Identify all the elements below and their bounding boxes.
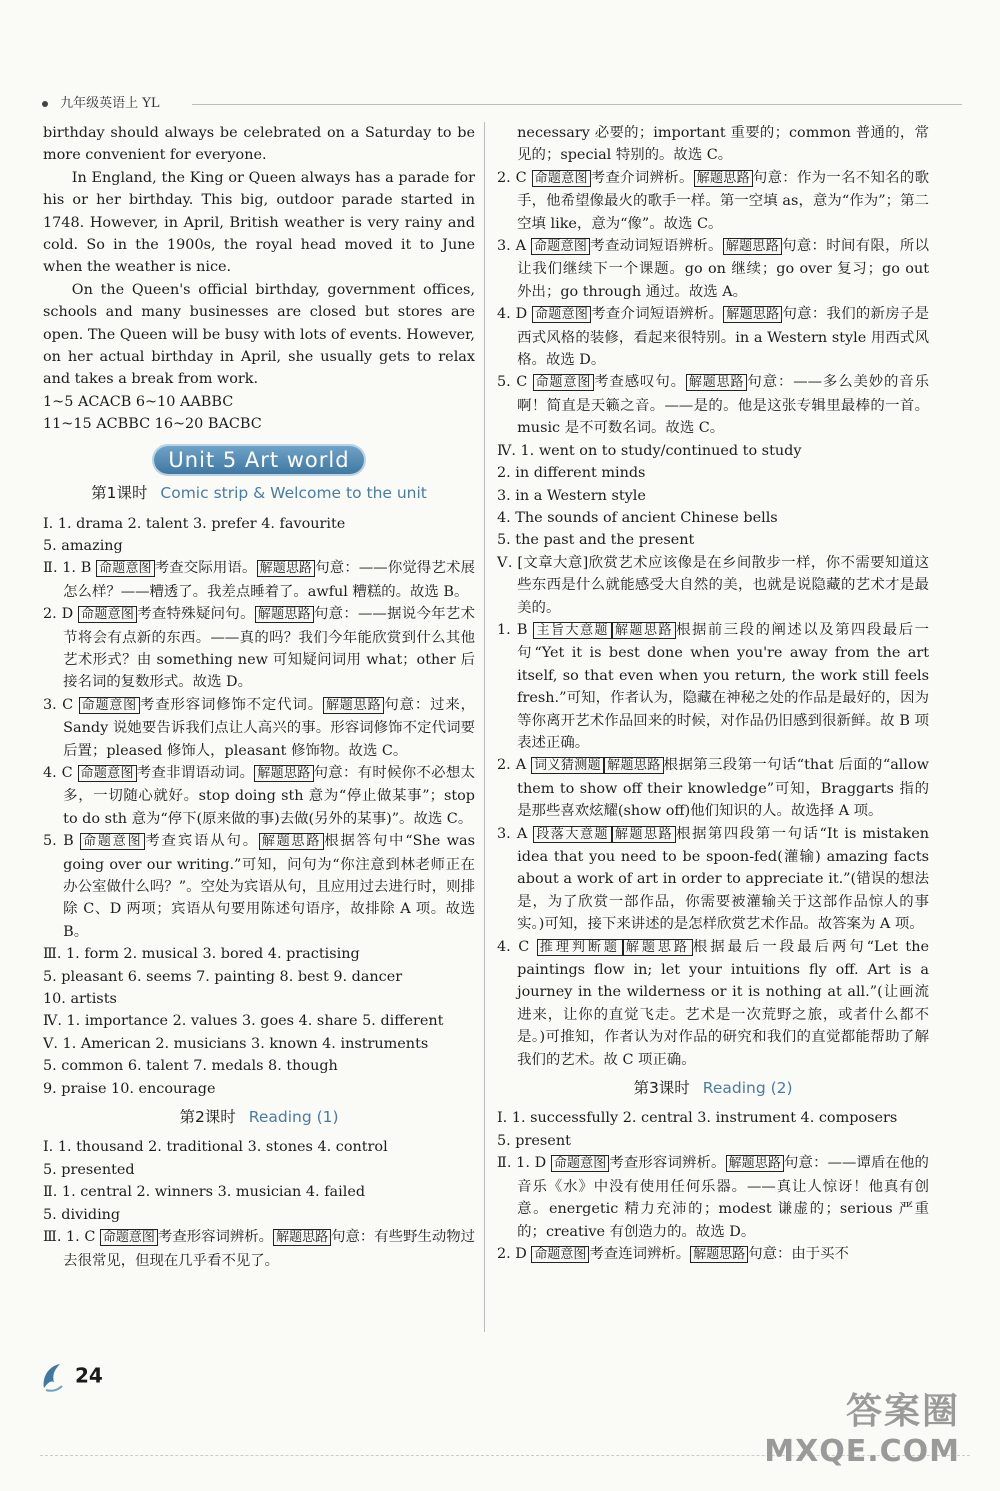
lesson-heading [497,1077,929,1099]
left-column [43,122,475,1272]
explanation-item: Ⅲ. 1. C 命题意图 考查形容词辨析。 解题思路 句意：有些野生动物过去很常见，但现在几乎看不见了。 [43,1229,476,1269]
explanation-item: 1. B 主旨大意题 解题思路 根据前三段的阐述以及第四段最后一句“Yet it is best done when you're away from the art itself, so that even when you return, the work still feels fresh.”可知，作者认为，隐藏在神秘之处的作品是最好的，因为等你离开艺术作品回来的时候，对作品仍旧感到很新鲜。故 B 项表述正确。 [497,621,929,751]
explanation-item: 3. C 命题意图 考查形容词修饰不定代词。 解题思路 句意：过来，Sandy 说她要告诉我们点让人高兴的事。形容词修饰不定代词要后置；pleased 修饰人，pleasant 修饰物。故选 C。 [43,696,475,759]
header-title: 九年级英语上 YL [60,96,160,111]
lesson-number: 第2课时 [179,1108,236,1127]
answer-line: Ⅰ. 1. thousand 2. traditional 3. stones 4. control [43,1139,388,1156]
explanation-item: 3. A 段落大意题 解题思路 根据第四段第一句话“It is mistaken idea that you need to be spoon-fed(灌输) amazing facts about a work of art in order to appreciate it.”(错误的想法是，为了欣赏一部作品，你需要被灌输关于这部作品惊人的事实。)可知，接下来讲述的是怎样欣赏艺术作品。故答案为 A 项。 [497,825,929,933]
explanation-item: 5. B 命题意图 考查宾语从句。 解题思路 根据答句中“She was going over our writing.”可知，问句为“你注意到林老师正在办公室做什么吗？”。空处为宾语从句，且应用过去进行时，则排除 C、D 两项；宾语从句要用陈述句语序，故排除 A 项。故选 B。 [43,833,475,940]
answer-line: Ⅰ. 1. drama 2. talent 3. prefer 4. favourite [43,515,346,532]
explanation-item: 4. C 推理判断题 解题思路 根据最后一段最后两句“Let the paintings flow in; let your intuitions fly off. Art is a journey in the wilderness or it is nothing at all.”(让画流进来，让你的直觉飞走。艺术是一次荒野之旅，或者什么都不是。)可推知，作者认为对作品的研究和我们的直觉都能帮助了解我们的艺术。故 C 项正确。 [497,938,929,1068]
page-number [40,1360,103,1394]
explanation-item: 4. C 命题意图 考查非谓语动词。 解题思路 句意：有时候你不必想太多，一切随心就好。stop doing sth 意为“停止做某事”；stop to do sth 意为“停下(原来做的事)去做(另外的某事)”。故选 C。 [43,764,475,827]
explanation-item: 4. D 命题意图 考查介词短语辨析。 解题思路 句意：我们的新房子是西式风格的装修，看起来很特别。in a Western style 用西式风格。故选 D。 [497,306,929,369]
article-summary: Ⅴ. [文章大意]欣赏艺术应该像是在乡间散步一样，你不需要知道这些东西是什么就能感受大自然的美，也就是说隐藏的艺术才是最美的。 [497,554,929,616]
dolphin-logo-icon [40,1360,66,1394]
lesson-heading [43,482,475,504]
answer-line: 5. amazing [43,537,123,554]
explanation-item: 2. A 词义猜测题 解题思路 根据第三段第一句话“that 后面的“allow them to show off their knowledge”可知，Braggarts 指的是那些喜欢炫耀(show off)他们知识的人。故选择 A 项。 [497,757,929,820]
passage-paragraph: In England, the King or Queen always has a parade for his or her birthday. This big, outdoor parade started in 1748. However, in April, British weather is very rainy and cold. So in the 1900s, the royal head moved it to June when the weather is nice. [43,169,475,276]
unit-banner [43,446,475,474]
answer-line: Ⅲ. 1. form 2. musical 3. bored 4. practising [43,946,360,963]
lesson-title: Comic strip & Welcome to the unit [160,484,427,503]
answer-line: 5. presented [43,1161,135,1178]
lesson-number: 第1课时 [91,484,148,503]
page-number-text: 24 [74,1363,103,1388]
explanation-item: Ⅱ. 1. D 命题意图 考查形容词辨析。 解题思路 句意：——谭盾在他的音乐《水》中没有使用任何乐器。——真让人惊讶！他真有创意。energetic 精力充沛的；modest 谦虚的；serious 严重的；creative 有创造力的。故选 D。 [497,1155,929,1240]
passage-paragraph: On the Queen's official birthday, government offices, schools and many businesses are closed but stores are open. The Queen will be busy with lots of events. However, on her actual birthday in April, she usually gets to relax and takes a break from work. [43,281,475,388]
lesson-title: Reading (1) [248,1108,339,1127]
header-rule [192,104,962,105]
lesson-title: Reading (2) [702,1079,793,1098]
answer-line: 3. in a Western style [497,487,646,504]
answer-line: 5. the past and the present [497,532,695,549]
explanation-item: Ⅱ. 1. B 命题意图 考查交际用语。 解题思路 句意：——你觉得艺术展怎么样？——糟透了。我差点睡着了。awful 糟糕的。故选 B。 [43,560,475,600]
lesson-number: 第3课时 [633,1079,690,1098]
explanation-item: 2. C 命题意图 考查介词辨析。 解题思路 句意：作为一名不知名的歌手，他希望像最火的歌手一样。第一空填 as，意为“作为”；第二空填 like，意为“像”。故选 C。 [497,169,929,232]
answer-line: 10. artists [43,991,117,1008]
explanation-continued: necessary 必要的；important 重要的；common 普通的，常见的；special 特别的。故选 C。 [517,125,929,164]
answer-line: Ⅱ. 1. central 2. winners 3. musician 4. failed [43,1184,366,1201]
explanation-item: 2. D 命题意图 考查特殊疑问句。 解题思路 句意：——据说今年艺术节将会有点新的东西。——真的吗？我们今年能欣赏到什么其他艺术形式？由 something new 可知疑问词用 what；other 后接名词的复数形式。故选 D。 [43,606,475,691]
bullet-icon [42,101,48,107]
answer-key-line: 11~15 ACBBC 16~20 BACBC [43,416,262,433]
answer-line: 5. present [497,1132,571,1149]
right-column [497,122,929,1266]
explanation-item: 5. C 命题意图 考查感叹句。 解题思路 句意：——多么美妙的音乐啊！简直是天籁之音。——是的。他是这张专辑里最棒的一首。music 是不可数名词。故选 C。 [497,374,929,437]
answer-line: Ⅰ. 1. successfully 2. central 3. instrument 4. composers [497,1110,898,1127]
column-divider [484,122,485,1332]
answer-line: 4. The sounds of ancient Chinese bells [497,509,778,526]
answer-line: 5. common 6. talent 7. medals 8. though [43,1058,338,1075]
passage-paragraph: birthday should always be celebrated on a Saturday to be more convenient for everyone. [43,125,475,164]
running-header [42,92,962,114]
explanation-item: 3. A 命题意图 考查动词短语辨析。 解题思路 句意：时间有限，所以让我们继续下一个课题。go on 继续；go over 复习；go out 外出；go through 通过。故选 A。 [497,238,929,300]
watermark-title: 答案圈 [845,1391,960,1432]
watermark-site: MXQE.COM [764,1434,960,1469]
answer-line: Ⅴ. 1. American 2. musicians 3. known 4. instruments [43,1035,429,1052]
answer-line: 5. dividing [43,1206,121,1223]
answer-line: 2. in different minds [497,465,646,482]
answer-line: 9. praise 10. encourage [43,1080,216,1097]
watermark [764,1383,960,1469]
lesson-heading [43,1106,475,1128]
unit-title: Unit 5 Art world [154,446,363,474]
answer-key-line: 1~5 ACACB 6~10 AABBC [43,393,234,410]
answer-line: Ⅳ. 1. importance 2. values 3. goes 4. share 5. different [43,1013,444,1030]
answer-line: Ⅳ. 1. went on to study/continued to study [497,442,802,459]
explanation-item: 2. D 命题意图 考查连词辨析。 解题思路 句意：由于买不 [497,1245,849,1262]
answer-line: 5. pleasant 6. seems 7. painting 8. best 9. dancer [43,968,403,985]
